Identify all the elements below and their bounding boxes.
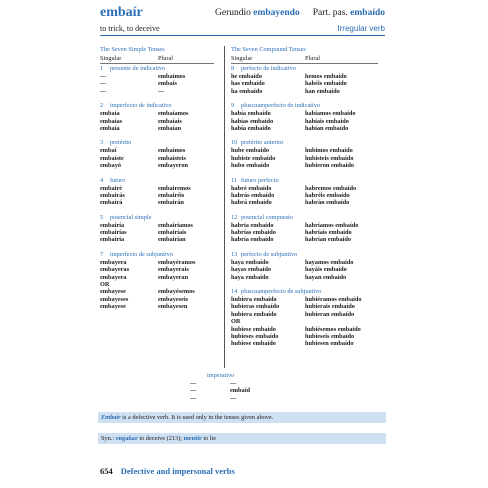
plural-form: embaísteis [158, 154, 186, 162]
singular-form: embayese [100, 303, 126, 311]
tense-number: 13 [231, 250, 238, 258]
tense-block [100, 214, 222, 244]
plural-form: embaían [158, 124, 182, 132]
synonym-engañar: engañar [115, 435, 138, 442]
singular-form: había embaído [231, 110, 271, 118]
conjugation-row [231, 333, 386, 340]
singular-form: — [100, 80, 107, 88]
singular-form: habrá embaído [231, 199, 272, 207]
synonyms-note [98, 433, 386, 444]
plural-form: habríamos embaído [305, 221, 359, 229]
plural-form: embairemos [158, 184, 191, 192]
singular-form: habré embaído [231, 184, 272, 192]
tense-name: pluscuamperfecto de indicativo [241, 102, 321, 110]
tense-name: perfecto de subjuntivo [241, 250, 298, 258]
conjugation-row [100, 266, 222, 273]
singular-form: embaíste [100, 154, 124, 162]
conjugation-row [231, 311, 386, 318]
singular-form: hubiese embaído [231, 325, 276, 333]
tense-gap [100, 244, 222, 251]
singular-form: hubiera embaído [231, 310, 277, 318]
tense-number: 11 [231, 176, 238, 184]
singular-form: habrías embaído [231, 229, 276, 237]
conjugation-row [231, 118, 386, 125]
tense-gap [231, 132, 386, 139]
singular-form: embairá [100, 199, 123, 207]
tense-gap [231, 170, 386, 177]
imperative-title: imperativo [207, 372, 235, 379]
conjugation-row [100, 80, 222, 87]
conjugation-row [100, 222, 222, 229]
simple-tenses-title: The Seven Simple Tenses [100, 46, 165, 53]
plural-form: embaís [158, 80, 177, 88]
tense-heading [100, 65, 222, 73]
conjugation-row [100, 147, 222, 154]
tense-heading [231, 65, 386, 73]
verb-translation: to trick, to deceive [100, 24, 160, 33]
conjugation-row [100, 303, 222, 310]
conjugation-row [231, 318, 386, 325]
singular-form: OR [100, 281, 110, 289]
singular-form: has embaído [231, 80, 265, 88]
plural-form: hubieseis embaído [305, 332, 355, 340]
tense-heading [231, 251, 386, 259]
verb-header [100, 5, 385, 37]
imperative-row [190, 380, 300, 387]
tense-number: 1 [100, 65, 104, 72]
participle-label: Part. pas. [312, 8, 348, 18]
tense-heading [100, 251, 222, 259]
simple-tenses-column [100, 46, 222, 311]
plural-form: hayáis embaído [305, 266, 347, 274]
plural-form: hubisteis embaído [305, 154, 354, 162]
tense-number: 4 [100, 176, 104, 184]
conjugation-row [100, 162, 222, 169]
plural-form: embaíais [158, 117, 182, 125]
conjugation-row [231, 80, 386, 87]
plural-form: habríais embaído [305, 229, 352, 237]
tense-heading [231, 102, 386, 110]
compound-tenses-list [231, 65, 386, 348]
singular-form: — [100, 73, 107, 80]
conjugation-row [231, 229, 386, 236]
tense-name: pluscuamperfecto de subjuntivo [241, 288, 322, 296]
plural-form: embayerais [158, 266, 189, 274]
plural-form: hayan embaído [305, 273, 347, 281]
tense-gap [231, 207, 386, 214]
conjugation-row [100, 73, 222, 80]
plural-form: hemos embaído [305, 73, 347, 80]
singular-form: embayera [100, 258, 127, 266]
tense-name: potencial simple [110, 213, 152, 221]
tense-block [231, 102, 386, 132]
plural-form: embairíais [158, 229, 187, 237]
tense-number: 14 [231, 288, 238, 296]
footer-title: Defective and impersonal verbs [120, 466, 235, 476]
plural-form: habrán embaído [305, 199, 350, 207]
conjugation-row [231, 296, 386, 303]
singular-form: embaía [100, 124, 120, 132]
tense-number: 2 [100, 102, 104, 110]
participle-form: embaído [350, 8, 385, 18]
singular-form: hubiera embaído [231, 296, 277, 304]
singular-form: embayó [100, 162, 121, 170]
conjugation-row [100, 88, 222, 95]
tense-name: imperfecto de indicativo [110, 102, 172, 110]
compound-tenses-title: The Seven Compound Tenses [231, 46, 306, 53]
conjugation-row [100, 192, 222, 199]
tense-number: 10 [231, 139, 238, 147]
singular-heading: Singular [100, 55, 122, 62]
tense-block [231, 65, 386, 95]
plural-form: hubiesen embaído [305, 340, 354, 348]
conjugation-row [100, 274, 222, 281]
conjugation-row [100, 118, 222, 125]
conjugation-row [231, 303, 386, 310]
simple-column-headings [100, 55, 214, 64]
tense-heading [100, 214, 222, 222]
plural-heading: Plural [305, 55, 321, 62]
tense-name: presente de indicativo [110, 65, 166, 72]
tense-name: futuro [110, 176, 126, 184]
tense-block [100, 251, 222, 311]
conjugation-row [231, 73, 386, 80]
singular-form: ha embaído [231, 87, 263, 95]
conjugation-row [100, 185, 222, 192]
tense-gap [231, 244, 386, 251]
conjugation-row [231, 155, 386, 162]
conjugation-row [100, 296, 222, 303]
imperative-row [190, 395, 300, 402]
plural-form: embayéramos [158, 258, 196, 266]
conjugation-row [231, 147, 386, 154]
tense-gap [100, 132, 222, 139]
tense-number: 9 [231, 102, 235, 110]
syn-mid: to deceive (213); [137, 435, 184, 442]
plural-form: habíamos embaído [305, 110, 356, 118]
tense-name: pretérito anterior [241, 139, 284, 147]
singular-form: hubieses embaído [231, 332, 279, 340]
singular-form: embayese [100, 288, 126, 296]
compound-column-headings [231, 55, 378, 64]
singular-form: hubo embaído [231, 162, 270, 170]
plural-form: habían embaído [305, 124, 349, 132]
conjugation-row [231, 88, 386, 95]
plural-form: embaímos [158, 147, 186, 155]
tense-gap [231, 95, 386, 102]
imperative-rows [190, 380, 300, 402]
conjugation-row [100, 199, 222, 206]
page-number: 654 [100, 466, 113, 476]
page-footer [100, 466, 235, 476]
plural-form: hubiésemos embaído [305, 325, 361, 333]
note-text: is a defective verb. It is used only in the tenses given above. [120, 414, 274, 421]
plural-form: hubieran embaído [305, 310, 355, 318]
tense-heading [100, 177, 222, 185]
singular-form: hayas embaído [231, 266, 272, 274]
conjugation-row [231, 192, 386, 199]
singular-form: hubieras embaído [231, 303, 280, 311]
tense-name: futuro perfecto [241, 176, 279, 184]
plural-form: habremos embaído [305, 184, 357, 192]
conjugation-row [231, 222, 386, 229]
singular-form: había embaído [231, 124, 271, 132]
singular-form: hubiese embaído [231, 340, 276, 348]
verb-title: embaír [100, 5, 143, 20]
plural-heading: Plural [158, 55, 174, 62]
plural-form: hayamos embaído [305, 258, 354, 266]
imperative-plural: embaíd [230, 387, 250, 395]
tense-name: pretérito [110, 139, 132, 147]
imperative-singular: — [190, 387, 197, 395]
conjugation-row [231, 259, 386, 266]
conjugation-row [231, 340, 386, 347]
plural-form: han embaído [305, 87, 340, 95]
conjugation-row [100, 259, 222, 266]
tense-heading [231, 177, 386, 185]
singular-form: embairás [100, 191, 125, 199]
imperative-singular: — [190, 394, 197, 402]
plural-form: embayeran [158, 273, 189, 281]
plural-form: hubierais embaído [305, 303, 355, 311]
gerund-form: embayendo [253, 8, 300, 18]
plural-form: embayeseis [158, 295, 189, 303]
singular-form: embairía [100, 221, 125, 229]
tense-block [100, 65, 222, 95]
synonym-mentir: mentir [183, 435, 202, 442]
singular-form: habría embaído [231, 236, 274, 244]
conjugation-row [231, 326, 386, 333]
singular-form: embairía [100, 236, 125, 244]
plural-form: embairéis [158, 191, 185, 199]
conjugation-row [231, 162, 386, 169]
conjugation-row [100, 110, 222, 117]
singular-form: haya embaído [231, 273, 269, 281]
plural-form: habrían embaído [305, 236, 352, 244]
tense-name: potencial compuesto [241, 213, 293, 221]
tense-block [100, 177, 222, 207]
past-participle [313, 8, 385, 18]
singular-form: embairé [100, 184, 123, 192]
singular-form: hubiste embaído [231, 154, 276, 162]
singular-form: embayeses [100, 295, 129, 303]
plural-form: — [158, 87, 165, 95]
plural-form: embayeron [158, 162, 188, 170]
defective-note [98, 412, 386, 423]
singular-form: habrás embaído [231, 191, 275, 199]
plural-form: hubimos embaído [305, 147, 353, 155]
imperative-plural: — [230, 380, 237, 387]
conjugation-row [231, 185, 386, 192]
plural-form: embairíamos [158, 221, 193, 229]
tense-block [100, 139, 222, 169]
conjugation-row [231, 110, 386, 117]
tense-gap [231, 281, 386, 288]
tense-number: 3 [100, 139, 104, 147]
singular-form: embayera [100, 273, 127, 281]
conjugation-row [231, 199, 386, 206]
header-rule [100, 35, 385, 36]
singular-form: haya embaído [231, 258, 269, 266]
plural-form: embayesen [158, 303, 188, 311]
tense-block [231, 177, 386, 207]
tense-block [231, 251, 386, 281]
plural-form: habíais embaído [305, 117, 349, 125]
singular-form: embairías [100, 229, 127, 237]
plural-form: embaímos [158, 73, 186, 80]
note-verb: Embaír [101, 414, 121, 421]
singular-form: — [100, 87, 107, 95]
conjugation-row [100, 236, 222, 243]
tense-gap [100, 95, 222, 102]
singular-form: habría embaído [231, 221, 274, 229]
conjugation-row [231, 266, 386, 273]
conjugation-row [231, 236, 386, 243]
tense-gap [100, 207, 222, 214]
tense-heading [231, 288, 386, 296]
imperative-section [190, 372, 300, 402]
compound-tenses-column [231, 46, 386, 348]
conjugation-row [100, 288, 222, 295]
plural-form: embairían [158, 236, 186, 244]
tense-block [231, 139, 386, 169]
tense-heading [231, 139, 386, 147]
tense-name: imperfecto de subjuntivo [110, 250, 173, 258]
imperative-row [190, 387, 300, 394]
plural-form: hubiéramos embaído [305, 296, 362, 304]
gerund [215, 8, 300, 18]
tense-number: 7 [100, 250, 104, 258]
syn-suffix: to lie [201, 435, 217, 442]
conjugation-row [100, 125, 222, 132]
conjugation-row [231, 125, 386, 132]
singular-form: embaí [100, 147, 117, 155]
plural-form: habéis embaído [305, 80, 347, 88]
conjugation-row [100, 281, 222, 288]
singular-form: embaía [100, 110, 120, 118]
plural-form: embayésemos [158, 288, 195, 296]
tense-number: 8 [231, 65, 235, 72]
simple-tenses-list [100, 65, 222, 311]
imperative-singular: — [190, 380, 197, 387]
conjugation-row [231, 274, 386, 281]
gerund-label: Gerundio [215, 8, 251, 18]
irregular-verb-label: Irregular verb [337, 24, 385, 33]
singular-form: embayeras [100, 266, 130, 274]
tense-block [231, 288, 386, 348]
plural-form: hubieron embaído [305, 162, 355, 170]
singular-form: embaías [100, 117, 123, 125]
conjugation-row [100, 229, 222, 236]
plural-form: habréis embaído [305, 191, 350, 199]
tense-number: 12 [231, 213, 238, 221]
tense-gap [100, 170, 222, 177]
plural-form: embairán [158, 199, 184, 207]
tense-block [100, 102, 222, 132]
tense-heading [100, 102, 222, 110]
column-divider [224, 46, 225, 368]
singular-form: OR [231, 318, 241, 326]
tense-block [231, 214, 386, 244]
tense-number: 5 [100, 213, 104, 221]
tense-heading [231, 214, 386, 222]
tense-name: perfecto de indicativo [241, 65, 296, 72]
conjugation-row [100, 155, 222, 162]
tense-heading [100, 139, 222, 147]
singular-form: hube embaído [231, 147, 269, 155]
singular-form: he embaído [231, 73, 262, 80]
singular-form: habías embaído [231, 117, 274, 125]
plural-form: embaíamos [158, 110, 189, 118]
imperative-plural: — [230, 394, 237, 402]
singular-heading: Singular [231, 55, 253, 62]
syn-prefix: Syn.: [101, 435, 116, 442]
